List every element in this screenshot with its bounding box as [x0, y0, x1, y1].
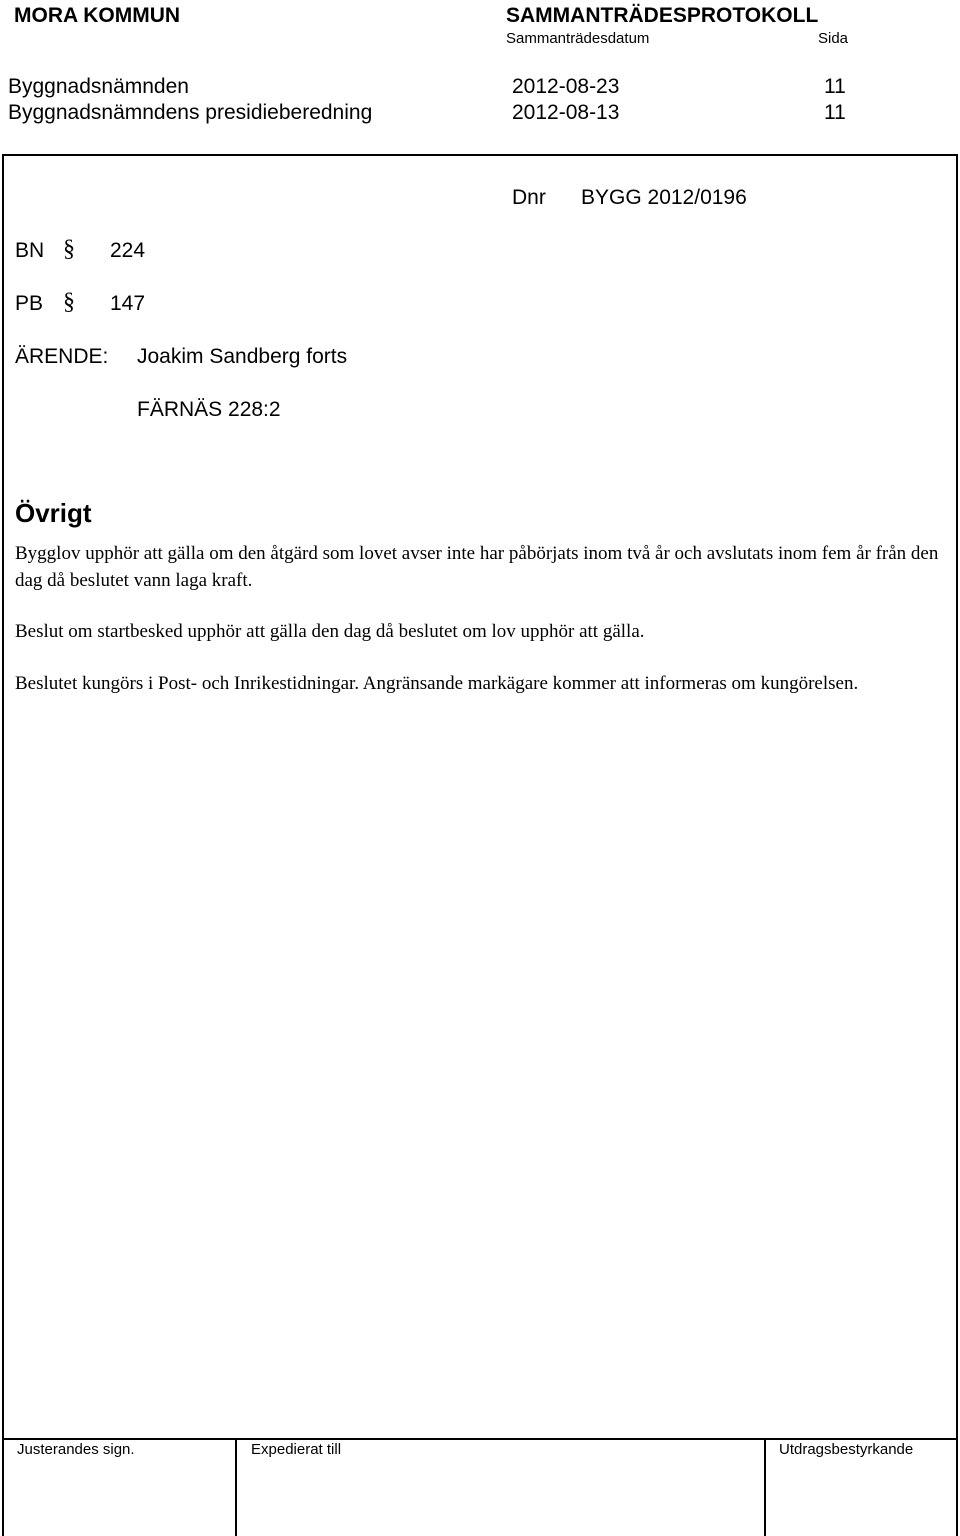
- organization-name: MORA KOMMUN: [14, 4, 181, 27]
- committee-page-number: 11: [824, 75, 846, 98]
- dnr-label: Dnr: [512, 186, 546, 209]
- footer-divider: [235, 1438, 237, 1536]
- body-paragraph: Beslut om startbesked upphör att gälla den dag då beslutet om lov upphör att gälla.: [15, 621, 645, 642]
- page-label: Sida: [818, 30, 849, 47]
- presidium-name: Byggnadsnämndens presidieberedning: [8, 101, 373, 124]
- property-designation: FÄRNÄS 228:2: [137, 398, 281, 421]
- footer-top-border: [2, 1438, 958, 1440]
- footer-divider: [764, 1438, 766, 1536]
- pb-paragraph-number: 147: [110, 292, 146, 315]
- dnr-value: BYGG 2012/0196: [581, 186, 747, 209]
- meeting-date-label: Sammanträdesdatum: [506, 30, 650, 47]
- bn-paragraph-label: BN: [15, 239, 45, 262]
- frame-left-border: [2, 154, 4, 1536]
- arende-label: ÄRENDE:: [15, 345, 109, 368]
- section-heading: Övrigt: [15, 498, 92, 528]
- pb-paragraph-label: PB: [15, 292, 44, 315]
- body-paragraph: Beslutet kungörs i Post- och Inrikestidningar. Angränsande markägare kommer att informeras om kungörelsen.: [15, 673, 859, 694]
- utdragsbestyrkande-label: Utdragsbestyrkande: [779, 1441, 914, 1458]
- arende-value: Joakim Sandberg forts: [137, 345, 348, 368]
- body-paragraph: Bygglov upphör att gälla om den åtgärd som lovet avser inte har påbörjats inom två år och avslutats inom fem år från den dag då beslutet vann laga kraft.: [15, 543, 939, 591]
- committee-meeting-date: 2012-08-23: [512, 75, 620, 98]
- presidium-page-number: 11: [824, 101, 846, 124]
- justerandes-sign-label: Justerandes sign.: [17, 1441, 135, 1458]
- section-sign-icon: §: [63, 236, 75, 262]
- section-sign-icon: §: [63, 289, 75, 315]
- frame-right-border: [956, 154, 958, 1536]
- committee-name: Byggnadsnämnden: [8, 75, 189, 98]
- document-type: SAMMANTRÄDESPROTOKOLL: [506, 4, 819, 27]
- bn-paragraph-number: 224: [110, 239, 146, 262]
- presidium-meeting-date: 2012-08-13: [512, 101, 620, 124]
- expedierat-till-label: Expedierat till: [251, 1441, 342, 1458]
- frame-top-border: [2, 154, 958, 156]
